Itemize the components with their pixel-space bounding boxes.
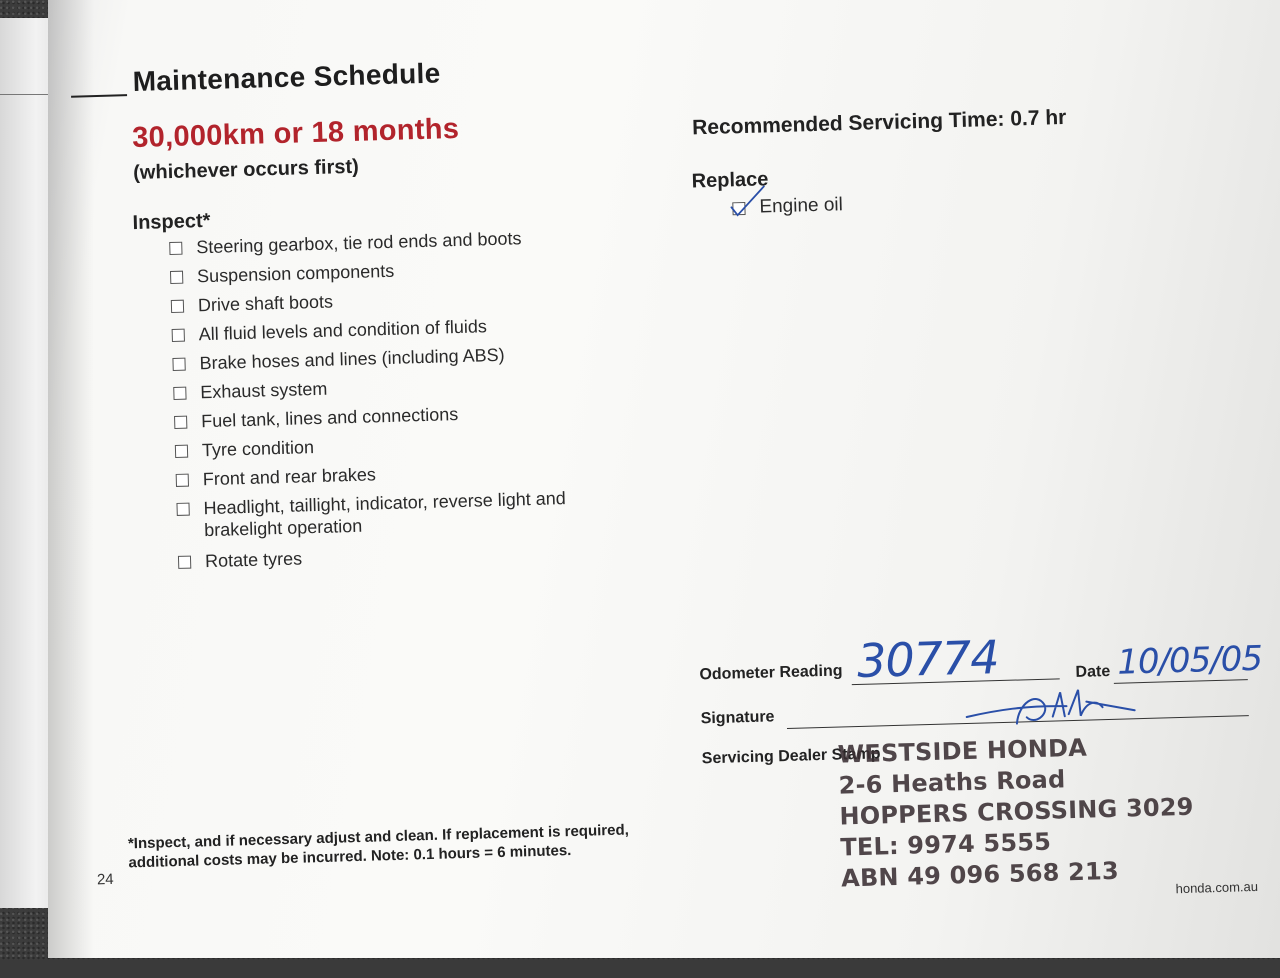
page-number: 24	[96, 870, 114, 889]
signature-scribble	[956, 680, 1147, 735]
inspect-item-label: All fluid levels and condition of fluids	[198, 316, 488, 345]
stamp-line: TEL: 9974 5555	[839, 827, 1052, 862]
checkbox[interactable]	[171, 300, 184, 313]
inspect-heading: Inspect*	[132, 209, 211, 235]
stamp-line: HOPPERS CROSSING 3029	[839, 792, 1194, 831]
service-interval-note: (whichever occurs first)	[132, 155, 360, 185]
inspect-item-label: Suspension components	[196, 260, 395, 287]
stamp-line: WESTSIDE HONDA	[837, 733, 1088, 769]
inspect-item-label: Drive shaft boots	[197, 291, 334, 316]
check-mark-icon	[728, 184, 769, 221]
checkbox[interactable]	[172, 329, 185, 342]
signature-label: Signature	[700, 708, 775, 728]
date-label: Date	[1075, 662, 1111, 681]
checkbox[interactable]	[175, 445, 188, 458]
checkbox[interactable]	[178, 556, 191, 569]
footnote: *Inspect, and if necessary adjust and clean. If replacement is required, additional costs may be incurred. Note: 0.1 hours = 6 minutes.	[127, 821, 630, 872]
inspect-item-label: Front and rear brakes	[202, 464, 377, 490]
replace-item-label: Engine oil	[759, 194, 844, 218]
odometer-value[interactable]: 30774	[856, 630, 1000, 688]
recommended-servicing-time: Recommended Servicing Time: 0.7 hr	[691, 105, 1067, 140]
checkbox[interactable]	[176, 474, 189, 487]
date-value[interactable]: 10/05/05	[1116, 638, 1263, 683]
inspect-item-label: Rotate tyres	[204, 548, 303, 572]
title-rule	[71, 94, 127, 98]
odometer-label: Odometer Reading	[699, 662, 843, 684]
replace-heading: Replace	[691, 168, 769, 193]
page-title: Maintenance Schedule	[132, 57, 441, 98]
inspect-item-label: Steering gearbox, tie rod ends and boots	[196, 228, 522, 258]
checkbox[interactable]	[169, 242, 182, 255]
checkbox[interactable]	[173, 387, 186, 400]
inspect-item-label: Tyre condition	[201, 437, 315, 461]
inspect-item-label: Brake hoses and lines (including ABS)	[199, 344, 505, 374]
inspect-item-label: Exhaust system	[200, 378, 328, 403]
website-url[interactable]: honda.com.au	[1175, 878, 1259, 897]
stamp-line: 2-6 Heaths Road	[838, 765, 1066, 800]
service-interval: 30,000km or 18 months	[131, 112, 460, 155]
checkbox[interactable]	[176, 503, 189, 516]
dealer-stamp-label: Servicing Dealer Stamp	[701, 745, 881, 768]
inspect-list	[165, 225, 614, 580]
checkbox[interactable]	[174, 416, 187, 429]
checkbox[interactable]	[172, 358, 185, 371]
inspect-item-label: Fuel tank, lines and connections	[200, 404, 459, 432]
inspect-item-label: Headlight, taillight, indicator, reverse light and brakelight operation	[203, 488, 566, 541]
checkbox[interactable]	[170, 271, 183, 284]
stamp-line: ABN 49 096 568 213	[840, 856, 1120, 893]
dealer-stamp	[837, 730, 1195, 895]
